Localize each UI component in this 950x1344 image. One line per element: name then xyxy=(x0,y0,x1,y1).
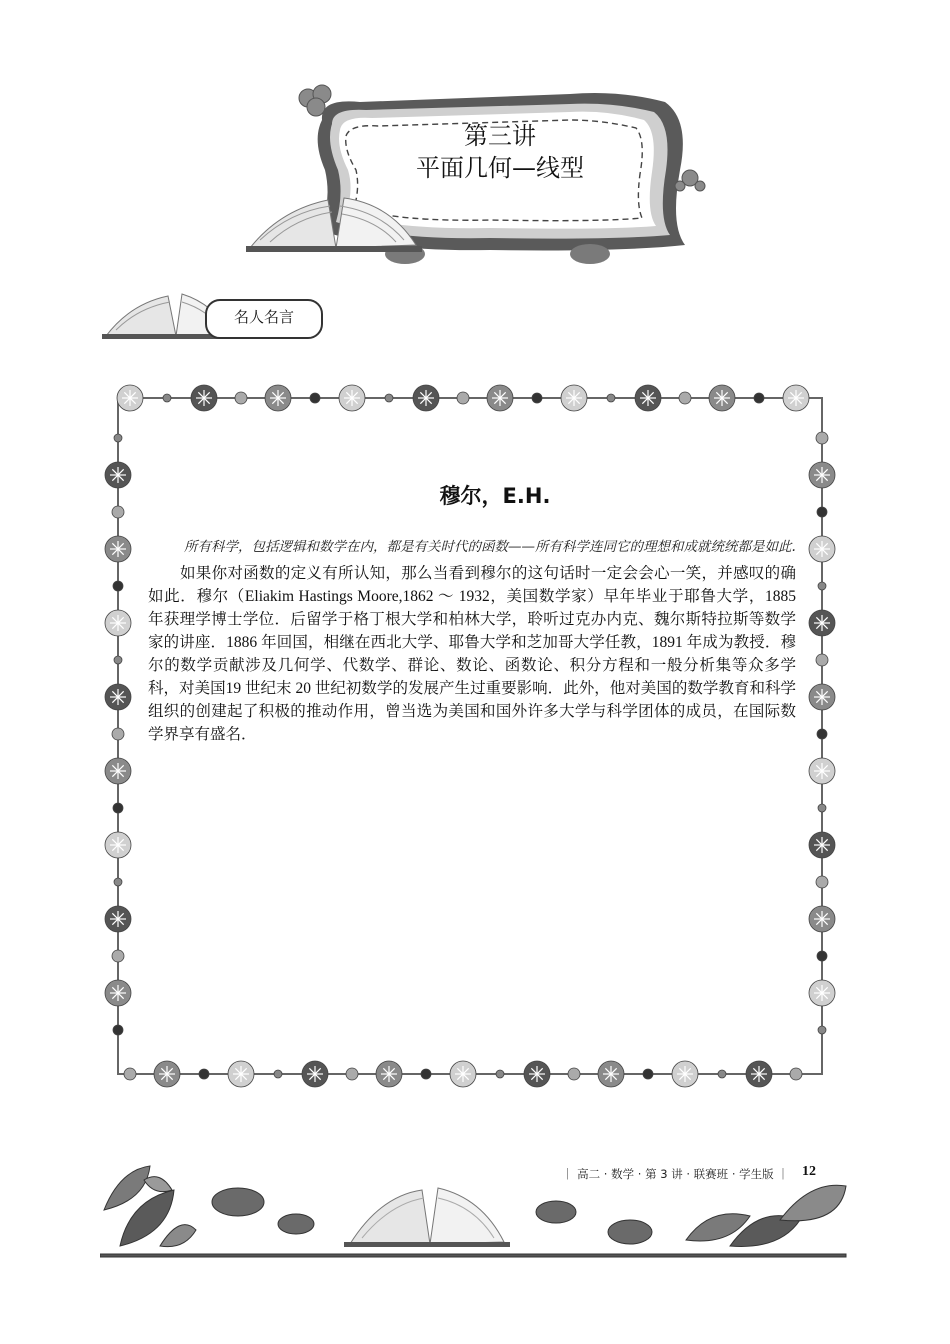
round-bead-icon xyxy=(385,394,393,402)
famous-quote: 所有科学，包括逻辑和数学在内，都是有关时代的函数——所有科学连同它的理想和成就统统都是如此. xyxy=(184,539,796,555)
round-bead-icon xyxy=(816,876,828,888)
round-bead-icon xyxy=(818,1026,826,1034)
lily-pad-icon xyxy=(212,1188,314,1234)
person-name: 穆尔，E.H. xyxy=(439,484,551,508)
leaf-cluster-left-icon xyxy=(104,1166,196,1247)
round-bead-icon xyxy=(235,392,247,404)
round-bead-icon xyxy=(274,1070,282,1078)
round-bead-icon xyxy=(114,878,122,886)
round-bead-icon xyxy=(124,1068,136,1080)
round-bead-icon xyxy=(113,803,123,813)
chapter-title: 平面几何—线型 xyxy=(416,154,584,182)
round-bead-icon xyxy=(568,1068,580,1080)
round-bead-icon xyxy=(816,432,828,444)
page-number: 12 xyxy=(802,1164,816,1179)
open-book-icon xyxy=(344,1188,510,1247)
round-bead-icon xyxy=(163,394,171,402)
round-bead-icon xyxy=(754,393,764,403)
round-bead-icon xyxy=(112,728,124,740)
round-bead-icon xyxy=(421,1069,431,1079)
round-bead-icon xyxy=(114,656,122,664)
round-bead-icon xyxy=(310,393,320,403)
round-bead-icon xyxy=(679,392,691,404)
running-title: ｜ 高二 · 数学 · 第 3 讲 · 联赛班 · 学生版 ｜ xyxy=(562,1167,789,1181)
round-bead-icon xyxy=(643,1069,653,1079)
round-bead-icon xyxy=(112,950,124,962)
round-bead-icon xyxy=(790,1068,802,1080)
round-bead-icon xyxy=(114,434,122,442)
round-bead-icon xyxy=(199,1069,209,1079)
flower-decoration-icon xyxy=(675,170,705,191)
lily-pad-icon xyxy=(536,1201,652,1244)
round-bead-icon xyxy=(532,393,542,403)
round-bead-icon xyxy=(816,654,828,666)
round-bead-icon xyxy=(112,506,124,518)
round-bead-icon xyxy=(113,1025,123,1035)
round-bead-icon xyxy=(607,394,615,402)
round-bead-icon xyxy=(818,582,826,590)
round-bead-icon xyxy=(457,392,469,404)
round-bead-icon xyxy=(113,581,123,591)
round-bead-icon xyxy=(817,507,827,517)
round-bead-icon xyxy=(346,1068,358,1080)
round-bead-icon xyxy=(718,1070,726,1078)
chapter-number: 第三讲 xyxy=(464,122,536,150)
section-tab-label: 名人名言 xyxy=(233,308,294,326)
round-bead-icon xyxy=(818,804,826,812)
round-bead-icon xyxy=(496,1070,504,1078)
round-bead-icon xyxy=(817,951,827,961)
biography-paragraph: 如果你对函数的定义有所认知，那么当看到穆尔的这句话时一定会会心一笑，并感叹的确如此．穆尔（Eliakim Hastings Moore,1862 ～ 1932，美国数学家）早年毕业于耶鲁大学，1885 年获理学博士学位．后留学于格丁根大学和柏林大学，聆听过克办内克、魏尔斯特拉斯等数学家的讲座．1886 年回国，相继在西北大学、耶鲁大学和芝加哥大学任教，1891 年成为教授．穆尔的数学贡献涉及几何学、代数学、群论、数论、函数论、积分方程和一般分析集等众多学科，对美国19 世纪末 20 世纪初数学的发展产生过重要影响．此外，他对美国的数学教育和科学组织的创建起了积极的推动作用，曾当选为美国和国外许多大学与科学团体的成员，在国际数学界享有盛名． xyxy=(148,565,796,743)
round-bead-icon xyxy=(817,729,827,739)
